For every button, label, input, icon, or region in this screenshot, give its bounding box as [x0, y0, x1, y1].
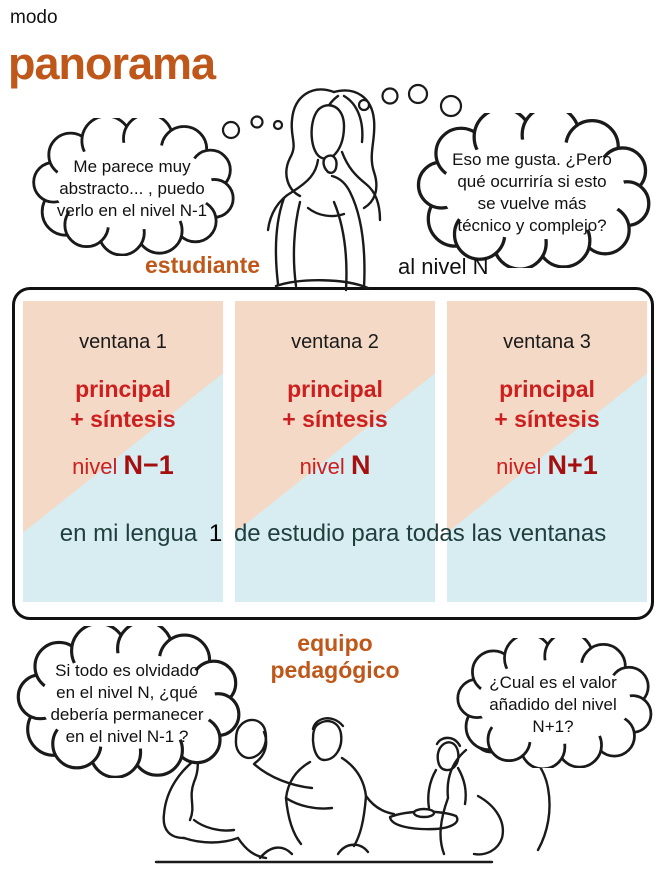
window-level: [23, 450, 223, 481]
team-thought-left-text: [36, 654, 217, 750]
thought-line: ¿Cual es el valor: [489, 673, 617, 692]
window-main-line2: + síntesis: [70, 406, 176, 432]
student-thought-right-text: [438, 143, 626, 239]
caption-number: 1: [208, 520, 223, 547]
student-thought-left-cloud: [28, 118, 236, 256]
window-ventana-3: [447, 301, 647, 602]
caption-pre: en mi lengua: [59, 520, 198, 547]
team-thought-left-cloud: [12, 626, 242, 778]
thought-line: debería permanecer: [50, 705, 204, 724]
team-thought-right-cloud: [446, 638, 660, 768]
caption-post: de estudio para todas las ventanas: [233, 520, 607, 547]
window-main-line2: + síntesis: [282, 406, 388, 432]
level-value: N−1: [123, 450, 174, 480]
thought-line: qué ocurriría si esto: [457, 171, 607, 191]
team-thought-right-text: [475, 666, 631, 740]
level-value: N+1: [547, 450, 598, 480]
window-level: [447, 450, 647, 481]
thought-line: se vuelve más: [477, 193, 587, 213]
window-ventana-1: [23, 301, 223, 602]
level-word: nivel: [72, 454, 118, 479]
window-name: ventana 2: [291, 331, 379, 353]
panel-caption: [15, 520, 651, 548]
page-title: panorama: [8, 38, 216, 89]
window-main-line2: + síntesis: [494, 406, 600, 432]
window-main-line1: principal: [287, 376, 383, 402]
window-main-text: [447, 374, 647, 434]
team-label-line2: pedagógico: [270, 657, 400, 683]
team-label: [228, 630, 442, 684]
thought-line: Me parece muy: [73, 157, 191, 176]
student-thought-right-cloud: [406, 113, 658, 268]
window-name: ventana 1: [79, 331, 167, 353]
thought-line: en el nivel N, ¿qué: [56, 683, 198, 702]
thought-line: N+1?: [532, 717, 574, 736]
student-level-note: al nivel N: [398, 254, 489, 279]
thought-line: Si todo es olvidado: [55, 661, 199, 680]
window-level: [235, 450, 435, 481]
thought-line: técnico y complejo?: [457, 215, 607, 235]
windows-panel: [12, 287, 654, 620]
thought-line: añadido del nivel: [489, 695, 617, 714]
window-main-line1: principal: [499, 376, 595, 402]
level-word: nivel: [299, 454, 345, 479]
window-main-line1: principal: [75, 376, 171, 402]
thought-line: en el nivel N-1 ?: [65, 727, 189, 746]
student-thought-left-text: [43, 150, 221, 224]
window-main-text: [235, 374, 435, 434]
level-value: N: [350, 450, 371, 480]
student-label: estudiante: [145, 252, 261, 278]
window-main-text: [23, 374, 223, 434]
mode-label: modo: [10, 7, 58, 28]
thought-line: abstracto... , puedo: [59, 179, 205, 198]
team-label-line1: equipo: [297, 630, 373, 656]
window-name: ventana 3: [503, 331, 591, 353]
thought-line: verlo en el nivel N-1: [56, 201, 208, 220]
level-word: nivel: [496, 454, 542, 479]
window-ventana-2: [235, 301, 435, 602]
thought-line: Eso me gusta. ¿Pero: [452, 149, 612, 169]
